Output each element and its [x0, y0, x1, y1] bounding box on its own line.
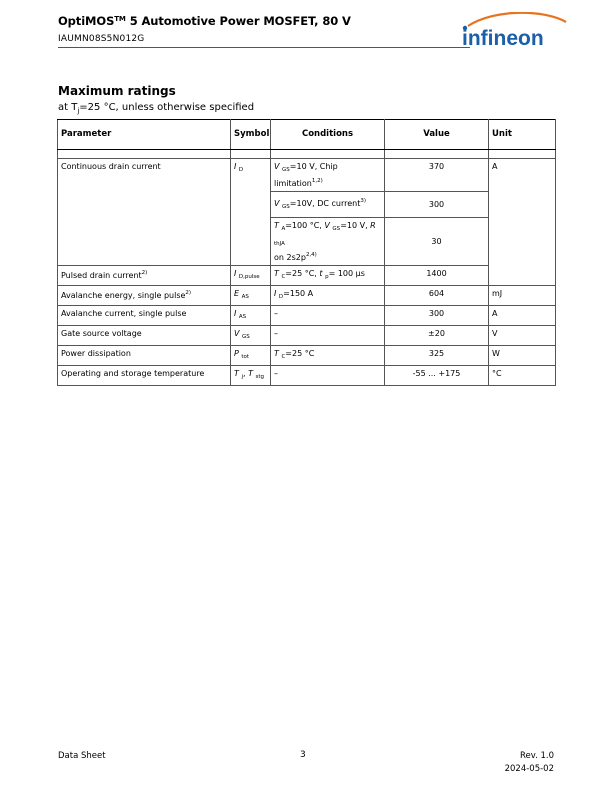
symbol-tj-tstg [231, 366, 271, 386]
cond-subscript: thJA [274, 241, 285, 247]
cond-symbol: T [274, 269, 279, 278]
cond-footnote: 3) [360, 198, 367, 204]
table-row [58, 159, 556, 192]
cond-footnote: 2,4) [305, 252, 317, 258]
cond-footnote: 1,2) [311, 178, 323, 184]
unit-cell: mJ [489, 286, 556, 306]
cond-symbol: I [274, 289, 277, 298]
cond-subscript: D [278, 294, 284, 300]
symbol-subscript: j [241, 374, 243, 380]
header-divider [58, 47, 470, 48]
symbol-letter: I [234, 309, 237, 318]
header-parameter: Parameter [58, 120, 231, 150]
symbol-letter: T [248, 369, 253, 378]
cond-cell: – [271, 366, 385, 386]
cond-cell [271, 346, 385, 366]
header-value: Value [385, 120, 489, 150]
value-cell: 604 [385, 286, 489, 306]
symbol-letter: T [234, 369, 239, 378]
cond-chip-limitation [271, 159, 385, 192]
cond-symbol: T [274, 221, 279, 230]
param-gate-source-voltage: Gate source voltage [58, 326, 231, 346]
cond-text: =25 °C [285, 349, 315, 358]
param-footnote: 2) [141, 270, 148, 276]
param-power-dissipation: Power dissipation [58, 346, 231, 366]
value-cell: 325 [385, 346, 489, 366]
cond-symbol: V [274, 199, 280, 208]
maximum-ratings-table [57, 119, 556, 386]
subtitle-text-rest: =25 °C, unless otherwise specified [79, 102, 255, 113]
page-number: 3 [300, 750, 306, 760]
cond-ambient-temp [271, 218, 385, 266]
value-cell: ±20 [385, 326, 489, 346]
unit-cell: A [489, 306, 556, 326]
value-cell: 30 [385, 218, 489, 266]
header-unit: Unit [489, 120, 556, 150]
cond-subscript: GS [282, 167, 290, 173]
cond-subscript: GS [332, 226, 341, 232]
unit-cell: °C [489, 366, 556, 386]
cond-symbol: V [324, 221, 330, 230]
header-symbol: Symbol [231, 120, 271, 150]
cond-subscript: C [281, 354, 286, 360]
header-conditions: Conditions [271, 120, 385, 150]
symbol-id [231, 159, 271, 266]
symbol-subscript: GS [242, 334, 250, 340]
table-row [58, 306, 556, 326]
param-text: Pulsed drain current [61, 271, 142, 280]
symbol-ptot [231, 346, 271, 366]
cond-symbol: R [370, 221, 376, 230]
cond-subscript: p [325, 274, 329, 280]
param-avalanche-energy [58, 286, 231, 306]
cond-subscript: GS [282, 204, 290, 210]
table-row [58, 326, 556, 346]
value-cell: 1400 [385, 266, 489, 286]
cond-symbol: V [274, 162, 280, 171]
symbol-ias [231, 306, 271, 326]
cond-dc-current [271, 192, 385, 218]
symbol-subscript: tot [241, 354, 250, 360]
symbol-letter: P [234, 349, 239, 358]
cond-cell: – [271, 326, 385, 346]
symbol-vgs [231, 326, 271, 346]
cond-cell: – [271, 306, 385, 326]
cond-text: =150 A [283, 289, 314, 298]
footer-date: 2024-05-02 [504, 764, 554, 774]
infineon-logo [456, 12, 568, 54]
cond-subscript: C [281, 274, 286, 280]
logo-wordmark: infineon [462, 27, 544, 50]
param-pulsed-drain-current [58, 266, 231, 286]
section-subtitle [58, 102, 254, 115]
cond-text: =10 V, [340, 221, 371, 230]
cond-cell [271, 286, 385, 306]
cond-text: =10V, DC current [289, 199, 361, 208]
symbol-id-pulse [231, 266, 271, 286]
unit-cell: V [489, 326, 556, 346]
value-cell: 300 [385, 192, 489, 218]
value-cell: 370 [385, 159, 489, 192]
document-title [58, 14, 351, 28]
symbol-subscript: D [238, 167, 244, 173]
cond-subscript: A [281, 226, 286, 232]
param-continuous-drain-current: Continuous drain current [58, 159, 231, 266]
section-title: Maximum ratings [58, 84, 176, 98]
cond-text: =25 °C, [285, 269, 320, 278]
table-row [58, 266, 556, 286]
title-product: OptiMOS [58, 14, 115, 28]
cond-text: =10 V, Chip limitation [274, 162, 338, 188]
symbol-eas [231, 286, 271, 306]
cond-cell [271, 266, 385, 286]
unit-cell: W [489, 346, 556, 366]
symbol-letter: I [234, 269, 237, 278]
table-row [58, 366, 556, 386]
cond-symbol: T [274, 349, 279, 358]
symbol-subscript: stg [255, 374, 265, 380]
footer-revision: Rev. 1.0 [519, 751, 554, 761]
value-cell: -55 ... +175 [385, 366, 489, 386]
part-number: IAUMN08S5N012G [58, 34, 145, 44]
symbol-subscript: AS [241, 294, 249, 300]
param-avalanche-current: Avalanche current, single pulse [58, 306, 231, 326]
symbol-letter: V [234, 329, 240, 338]
param-footnote: 2) [185, 290, 192, 296]
title-description: 5 Automotive Power MOSFET, 80 V [125, 14, 351, 28]
param-text: Avalanche energy, single pulse [61, 291, 186, 300]
value-cell: 300 [385, 306, 489, 326]
param-operating-temperature: Operating and storage temperature [58, 366, 231, 386]
symbol-letter: I [234, 162, 237, 171]
symbol-subscript: AS [238, 314, 247, 320]
cond-text: = 100 µs [328, 269, 365, 278]
trademark-superscript: TM [114, 15, 126, 23]
subtitle-subscript: j [77, 107, 80, 115]
cond-text: on 2s2p [274, 253, 306, 262]
table-row [58, 286, 556, 306]
table-row [58, 346, 556, 366]
symbol-separator: , [242, 369, 249, 378]
symbol-subscript: D,pulse [238, 274, 260, 280]
subtitle-text: at T [58, 102, 78, 113]
table-header-row [58, 120, 556, 150]
cond-text: =100 °C, [285, 221, 325, 230]
symbol-letter: E [234, 289, 240, 298]
footer-document-type: Data Sheet [58, 751, 106, 761]
table-spacer-row [58, 150, 556, 159]
unit-cell: A [489, 159, 556, 286]
cond-symbol: t [319, 269, 323, 278]
